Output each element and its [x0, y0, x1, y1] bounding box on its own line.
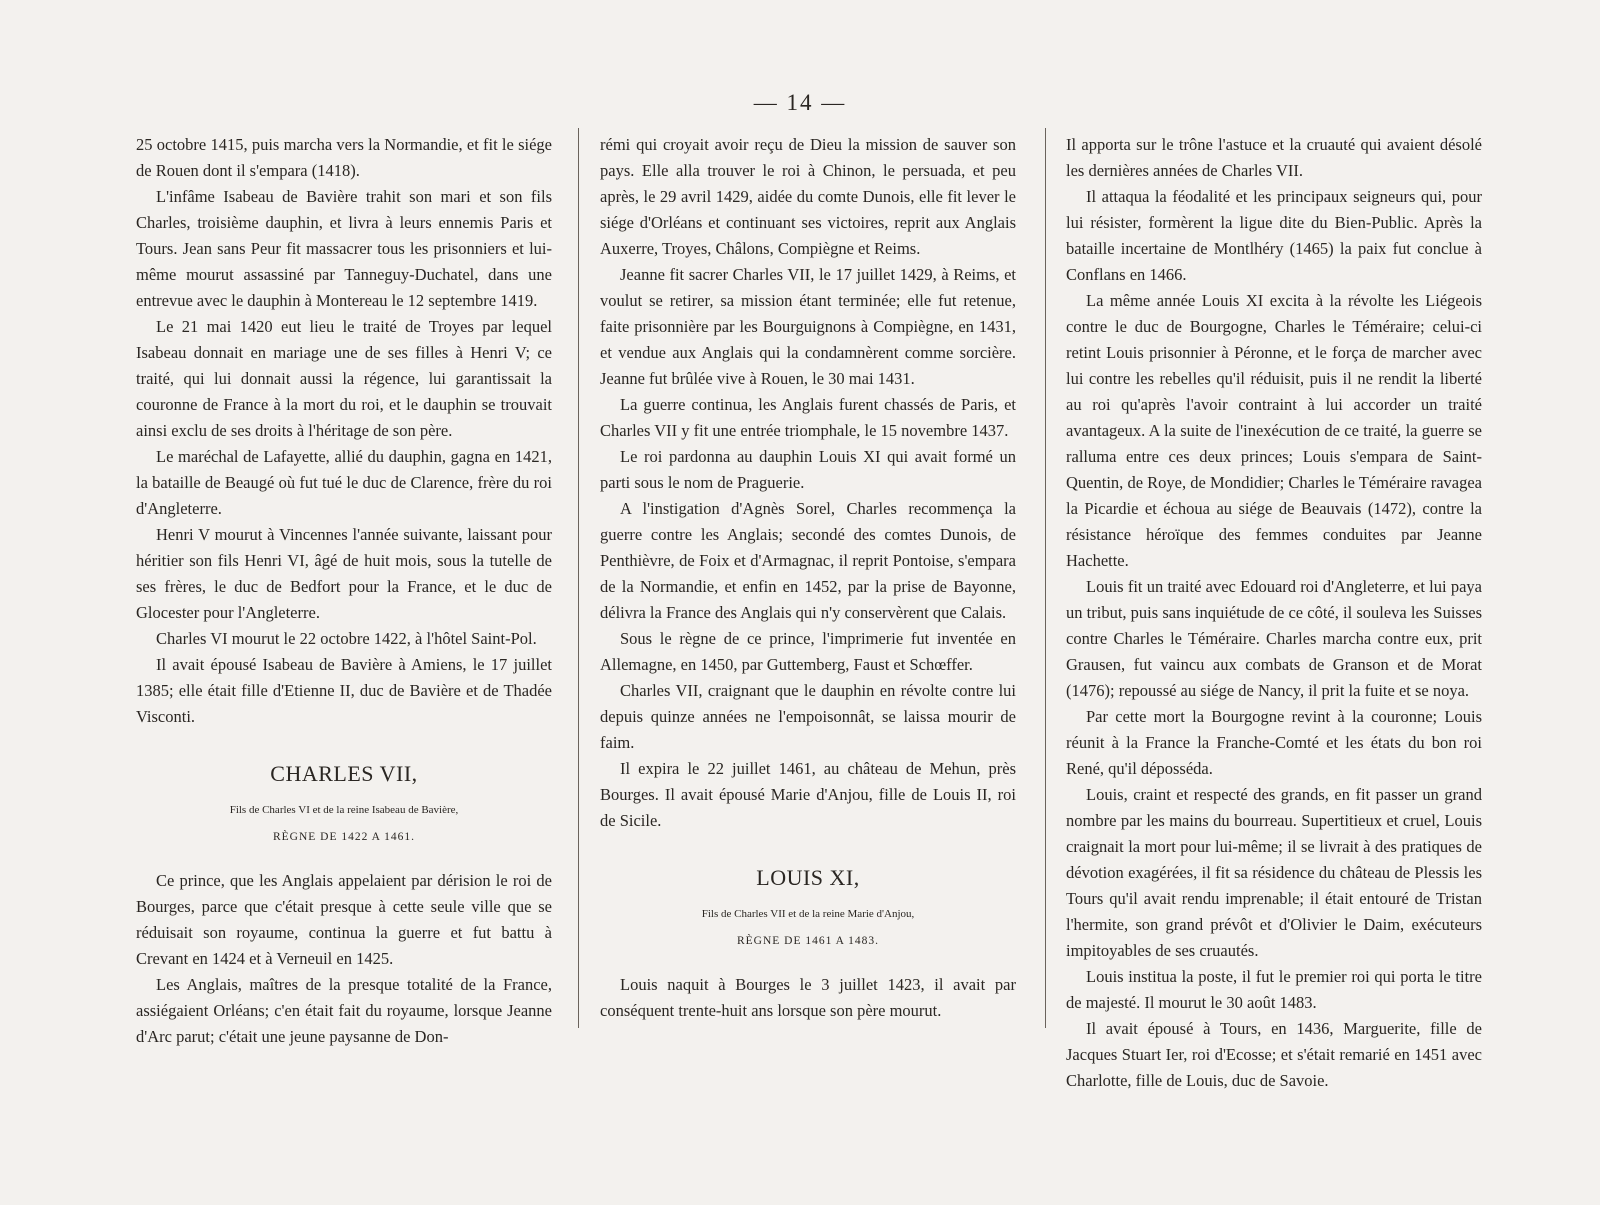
page-number: — 14 —: [753, 90, 847, 115]
paragraph: Ce prince, que les Anglais appelaient par dérision le roi de Bourges, parce que c'était presque à cette seule ville que se réduisait son royaume, continua la guerre et fut battu à Crevant en 1424 et à Verneuil en 1425.: [136, 871, 552, 968]
column-divider: [1045, 128, 1046, 1028]
paragraph: Le 21 mai 1420 eut lieu le traité de Troyes par lequel Isabeau donnait en mariage une de ses filles à Henri V; ce traité, qui lui donnait aussi la régence, lui garantissait la couronne de France à la mort du roi, et le dauphin se trouvait ainsi exclu de ses droits à l'héritage de son père.: [136, 317, 552, 440]
section-reign: RÈGNE DE 1461 A 1483.: [736, 935, 880, 947]
paragraph: rémi qui croyait avoir reçu de Dieu la mission de sauver son pays. Elle alla trouver le roi à Chinon, le persuada, et peu après, le 29 avril 1429, aidée du comte Dunois, elle fit lever le siége d'Orléans et continuant ses victoires, reprit aux Anglais Auxerre, Troyes, Châlons, Compiègne et Reims.: [600, 135, 1016, 258]
section-subtitle: Fils de Charles VI et de la reine Isabeau de Bavière,: [229, 804, 459, 816]
paragraph: Par cette mort la Bourgogne revint à la couronne; Louis réunit à la France la Franche-Comté et les états du bon roi René, qu'il déposséda.: [1066, 707, 1482, 778]
paragraph: La guerre continua, les Anglais furent chassés de Paris, et Charles VII y fit une entrée triomphale, le 15 novembre 1437.: [600, 395, 1016, 440]
paragraph: Louis fit un traité avec Edouard roi d'Angleterre, et lui paya un tribut, puis sans inquiétude de ce côté, il souleva les Suisses contre Charles le Téméraire. Charles marcha contre eux, prit Grausen, fut vaincu aux combats de Granson et de Morat (1476); repoussé au siége de Nancy, il prit la fuite et se noya.: [1066, 577, 1482, 700]
paragraph: Louis naquit à Bourges le 3 juillet 1423, il avait par conséquent trente-huit ans lorsque son père mourut.: [600, 975, 1016, 1020]
column-middle: [600, 132, 1016, 1024]
column-divider: [578, 128, 579, 1028]
paragraph: A l'instigation d'Agnès Sorel, Charles recommença la guerre contre les Anglais; secondé des comtes Dunois, de Penthièvre, de Foix et d'Armagnac, il reprit Pontoise, s'empara de la Normandie, et enfin en 1452, par la prise de Bayonne, délivra la France des Anglais qui n'y conservèrent que Calais.: [600, 499, 1016, 622]
paragraph: Le maréchal de Lafayette, allié du dauphin, gagna en 1421, la bataille de Beaugé où fut tué le duc de Clarence, frère du roi d'Angleterre.: [136, 447, 552, 518]
column-right: [1066, 132, 1482, 1094]
paragraph: Il avait épousé à Tours, en 1436, Marguerite, fille de Jacques Stuart Ier, roi d'Ecosse; et s'était remarié en 1451 avec Charlotte, fille de Louis, duc de Savoie.: [1066, 1019, 1482, 1090]
section-title: LOUIS XI,: [756, 865, 860, 890]
section-subtitle: Fils de Charles VII et de la reine Marie d'Anjou,: [701, 908, 915, 920]
paragraph: Louis, craint et respecté des grands, en fit passer un grand nombre par les mains du bourreau. Supertitieux et cruel, Louis craignait la mort pour lui-même; il se livrait à des pratiques de dévotion exagérées, il fit sa résidence du château de Plessis les Tours qu'il avait rendu imprenable; il était entouré de Tristan l'hermite, son grand prévôt et d'Olivier le Daim, exécuteurs impitoyables de ses cruautés.: [1066, 785, 1482, 960]
paragraph: Charles VI mourut le 22 octobre 1422, à l'hôtel Saint-Pol.: [156, 629, 537, 648]
paragraph: Les Anglais, maîtres de la presque totalité de la France, assiégaient Orléans; c'en était fait du royaume, lorsque Jeanne d'Arc parut; c'était une jeune paysanne de Don-: [136, 975, 552, 1046]
paragraph: La même année Louis XI excita à la révolte les Liégeois contre le duc de Bourgogne, Charles le Téméraire; celui-ci retint Louis prisonnier à Péronne, et le força de marcher avec lui contre les rebelles qu'il réduisit, puis il ne rendit la liberté au roi qu'après l'avoir contraint à lui accorder un traité avantageux. A la suite de l'inexécution de ce traité, la guerre se ralluma entre ces deux princes; Louis s'empara de Saint-Quentin, de Roye, de Mondidier; Charles le Téméraire ravagea la Picardie et échoua au siége de Beauvais (1472), contre la résistance héroïque des femmes conduites par Jeanne Hachette.: [1066, 291, 1482, 570]
column-left: [136, 132, 552, 1050]
paragraph: Il apporta sur le trône l'astuce et la cruauté qui avaient désolé les dernières années de Charles VII.: [1066, 135, 1482, 180]
section-title: CHARLES VII,: [270, 761, 418, 786]
paragraph: Le roi pardonna au dauphin Louis XI qui avait formé un parti sous le nom de Praguerie.: [600, 447, 1016, 492]
paragraph: Il attaqua la féodalité et les principaux seigneurs qui, pour lui résister, formèrent la ligue dite du Bien-Public. Après la bataille incertaine de Montlhéry (1465) la paix fut conclue à Conflans en 1466.: [1066, 187, 1482, 284]
paragraph: Louis institua la poste, il fut le premier roi qui porta le titre de majesté. Il mourut le 30 août 1483.: [1066, 967, 1482, 1012]
paragraph: Charles VII, craignant que le dauphin en révolte contre lui depuis quinze années ne l'empoisonnât, se laissa mourir de faim.: [600, 681, 1016, 752]
paragraph: Henri V mourut à Vincennes l'année suivante, laissant pour héritier son fils Henri VI, âgé de huit mois, sous la tutelle de ses frères, le duc de Bedfort pour la France, et le duc de Glocester pour l'Angleterre.: [136, 525, 552, 622]
paragraph: Sous le règne de ce prince, l'imprimerie fut inventée en Allemagne, en 1450, par Guttemberg, Faust et Schœffer.: [600, 629, 1016, 674]
paragraph: Il expira le 22 juillet 1461, au château de Mehun, près Bourges. Il avait épousé Marie d'Anjou, fille de Louis II, roi de Sicile.: [600, 759, 1016, 830]
paragraph: 25 octobre 1415, puis marcha vers la Normandie, et fit le siége de Rouen dont il s'empara (1418).: [136, 135, 552, 180]
paragraph: L'infâme Isabeau de Bavière trahit son mari et son fils Charles, troisième dauphin, et livra à leurs ennemis Paris et Tours. Jean sans Peur fit massacrer tous les prisonniers et lui-même mourut assassiné par Tanneguy-Duchatel, dans une entrevue avec le dauphin à Montereau le 12 septembre 1419.: [136, 187, 552, 310]
section-reign: RÈGNE DE 1422 A 1461.: [272, 831, 416, 843]
paragraph: Il avait épousé Isabeau de Bavière à Amiens, le 17 juillet 1385; elle était fille d'Etienne II, duc de Bavière et de Thadée Visconti.: [136, 655, 552, 726]
paragraph: Jeanne fit sacrer Charles VII, le 17 juillet 1429, à Reims, et voulut se retirer, sa mission étant terminée; elle fut retenue, faite prisonnière par les Bourguignons à Compiègne, en 1431, et vendue aux Anglais qui la condamnèrent comme sorcière. Jeanne fut brûlée vive à Rouen, le 30 mai 1431.: [600, 265, 1016, 388]
